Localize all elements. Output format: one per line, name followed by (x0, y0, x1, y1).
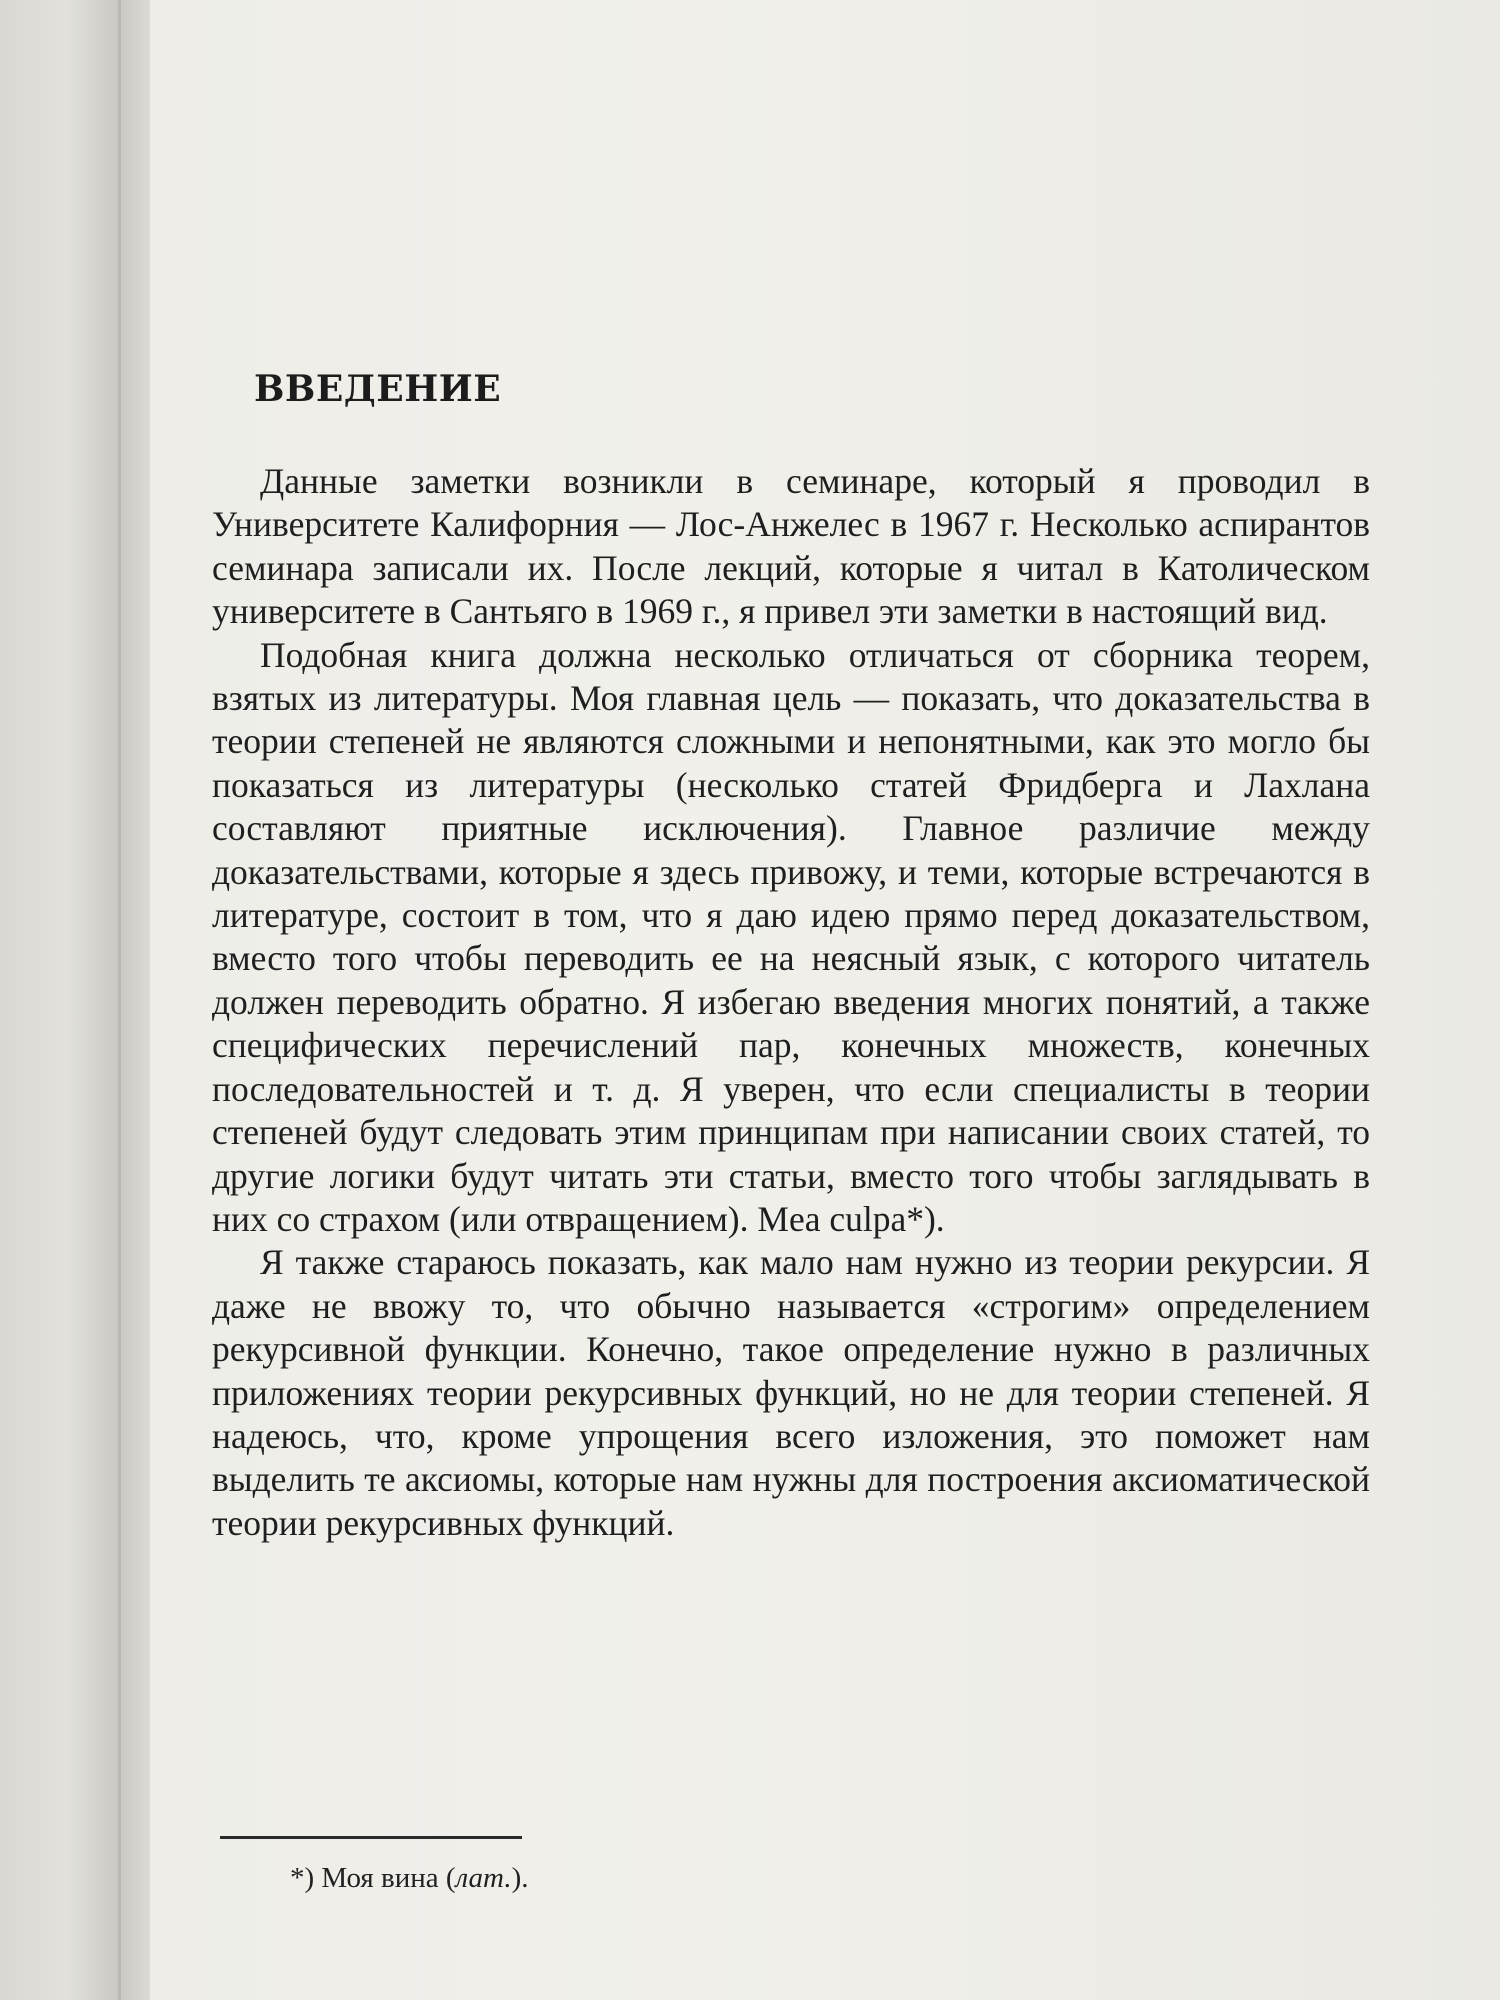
footnote-rule (220, 1836, 522, 1839)
footnote-language: лат. (455, 1862, 512, 1894)
left-page-edge (0, 0, 150, 2000)
paragraph-3: Я также стараюсь показать, как мало нам нужно из теории рекурсии. Я даже не ввожу то, что обычно называется «строгим» определением рекурсивной функции. Конечно, такое определение нужно в различных приложениях теории рекурсивных функций, но не для теории степеней. Я надеюсь, что, кроме упрощения всего изложения, это поможет нам выделить те аксиомы, которые нам нужны для построения аксиоматической теории рекурсивных функций. (212, 1242, 1370, 1543)
paragraph-1: Данные заметки возникли в семинаре, который я проводил в Университете Калифорния — Лос-Анжелес в 1967 г. Несколько аспирантов семинара записали их. После лекций, которые я читал в Католическом университете в Сантьяго в 1969 г., я привел эти заметки в настоящий вид. (212, 461, 1370, 632)
footnote-text: Моя вина ( (321, 1862, 456, 1894)
body-text (212, 460, 1370, 1545)
footnote-marker: *) (290, 1862, 315, 1894)
binding-shadow (118, 0, 121, 2000)
section-heading: ВВЕДЕНИЕ (254, 368, 502, 410)
footnote (290, 1862, 529, 1895)
footnote-close: ). (511, 1862, 529, 1894)
paragraph-2: Подобная книга должна несколько отличаться от сборника теорем, взятых из литературы. Моя главная цель — показать, что доказательства в теории степеней не являются сложными и непонятными, как это могло бы показаться из литературы (несколько статей Фридберга и Лахлана составляют приятные исключения). Главное различие между доказательствами, которые я здесь привожу, и теми, которые встречаются в литературе, состоит в том, что я даю идею прямо перед доказательством, вместо того чтобы переводить ее на неясный язык, с которого читатель должен переводить обратно. Я избегаю введения многих понятий, а также специфических перечислений пар, конечных множеств, конечных последовательностей и т. д. Я уверен, что если специалисты в теории степеней будут следовать этим принципам при написании своих статей, то другие логики будут читать эти статьи, вместо того чтобы заглядывать в них со страхом (или отвращением). Mea culpa*). (212, 634, 1370, 1239)
